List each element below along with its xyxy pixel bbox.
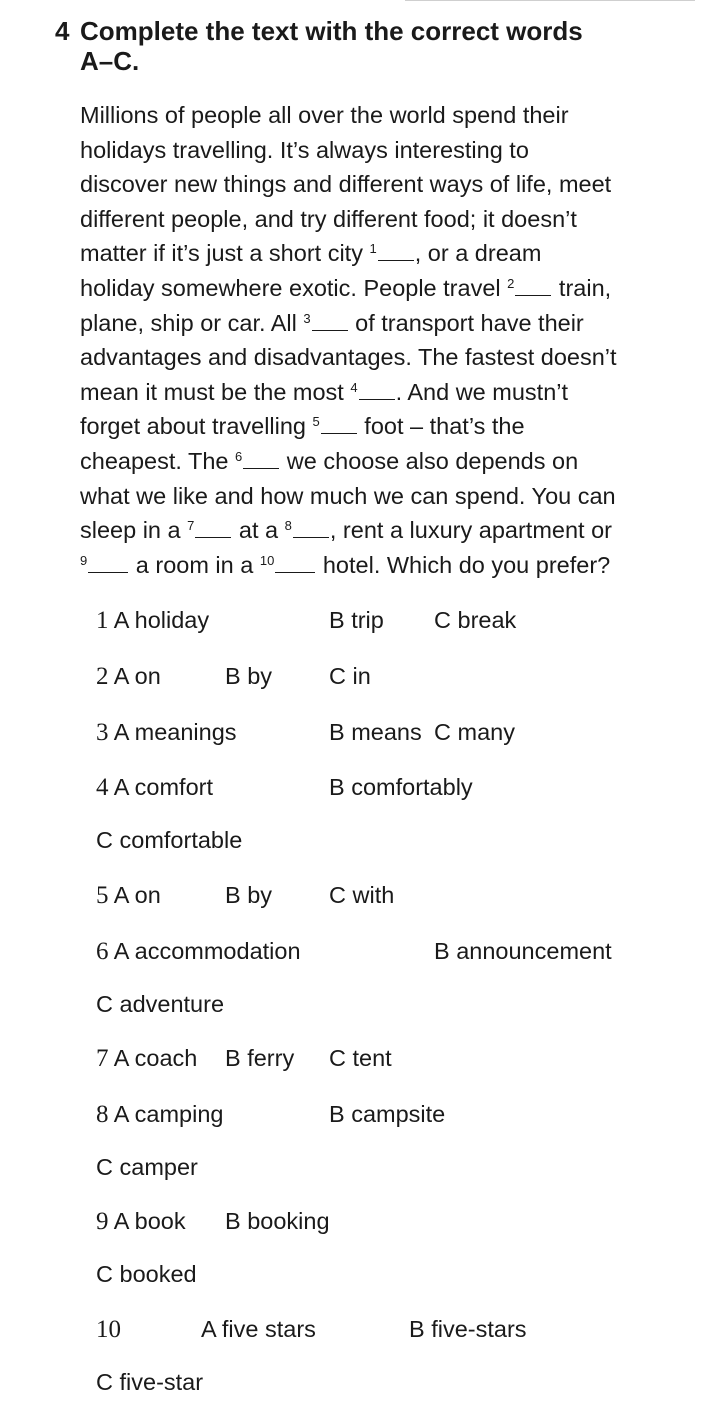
passage-fragment: plane, ship or car. All — [80, 309, 304, 336]
option-2-b[interactable]: B by — [225, 663, 273, 689]
gap-blank[interactable] — [378, 242, 414, 261]
passage-fragment: a room in a — [129, 551, 260, 578]
option-number: 1 — [96, 607, 109, 634]
option-10-b[interactable]: B five-stars — [409, 1316, 527, 1342]
option-number: 7 — [96, 1045, 109, 1072]
option-2-c[interactable]: C in — [329, 663, 371, 689]
option-10-number — [96, 1315, 121, 1344]
option-8-a[interactable] — [96, 1100, 223, 1129]
gap-number: 7 — [187, 518, 195, 534]
passage-fragment: , or a dream — [414, 240, 542, 267]
top-divider — [405, 0, 695, 1]
passage-fragment: . And we mustn’t — [395, 378, 569, 405]
option-text: A holiday — [113, 607, 210, 633]
option-2-a[interactable] — [96, 662, 161, 691]
gap-number: 9 — [80, 552, 88, 568]
gap-blank[interactable] — [359, 381, 395, 400]
option-9-a[interactable] — [96, 1207, 186, 1236]
passage-line: Millions of people all over the world spend their — [80, 102, 569, 128]
exercise-heading — [55, 16, 695, 76]
gap-blank[interactable] — [515, 277, 551, 296]
option-9-c[interactable]: C booked — [96, 1261, 197, 1287]
option-8-b[interactable]: B campsite — [329, 1101, 446, 1127]
passage-line: advantages and disadvantages. The fastest doesn’t — [80, 344, 617, 371]
option-1-c[interactable]: C break — [434, 607, 517, 633]
option-7-a[interactable] — [96, 1044, 197, 1073]
option-text: A on — [113, 663, 161, 689]
option-text: A book — [113, 1208, 186, 1234]
passage-text — [80, 98, 700, 582]
option-4-c[interactable]: C comfortable — [96, 827, 243, 853]
passage-line — [80, 271, 700, 306]
option-4-b[interactable]: B comfortably — [329, 774, 473, 800]
option-number: 4 — [96, 774, 109, 801]
gap-blank[interactable] — [321, 415, 357, 434]
option-number: 8 — [96, 1101, 109, 1128]
passage-fragment: forget about travelling — [80, 413, 313, 440]
gap-blank[interactable] — [88, 554, 128, 573]
option-5-b[interactable]: B by — [225, 882, 273, 908]
option-6-a[interactable] — [96, 937, 301, 966]
option-number: 10 — [96, 1316, 121, 1343]
passage-fragment: of transport have their — [348, 309, 584, 336]
gap-blank[interactable] — [195, 519, 231, 538]
option-9-b[interactable]: B booking — [225, 1208, 330, 1234]
option-5-a[interactable] — [96, 881, 161, 910]
passage-line — [80, 513, 700, 548]
gap-number: 1 — [369, 241, 377, 257]
passage-line — [80, 306, 700, 341]
gap-blank[interactable] — [275, 554, 315, 573]
option-number: 2 — [96, 663, 109, 690]
passage-fragment: sleep in a — [80, 517, 188, 544]
option-number: 5 — [96, 882, 109, 909]
gap-number: 6 — [235, 448, 243, 464]
option-text: A meanings — [113, 719, 237, 745]
option-7-c[interactable]: C tent — [329, 1045, 392, 1071]
option-6-b[interactable]: B announcement — [434, 938, 612, 964]
option-text: A accommodation — [113, 938, 301, 964]
gap-number: 3 — [303, 310, 311, 326]
option-text: A coach — [113, 1045, 198, 1071]
passage-line — [80, 236, 700, 271]
passage-line: holidays travelling. It’s always interesting to — [80, 136, 529, 163]
passage-fragment: foot – that’s the — [357, 413, 525, 440]
exercise-number: 4 — [55, 16, 70, 46]
option-number: 6 — [96, 938, 109, 965]
gap-number: 4 — [350, 379, 358, 395]
option-1-b[interactable]: B trip — [329, 607, 384, 633]
passage-line — [80, 409, 700, 444]
passage-line — [80, 375, 700, 410]
option-3-b[interactable]: B means — [329, 719, 422, 745]
gap-number: 2 — [507, 275, 515, 291]
gap-blank[interactable] — [243, 450, 279, 469]
passage-fragment: , rent a luxury apartment or — [329, 517, 613, 544]
passage-fragment: mean it must be the most — [80, 378, 351, 405]
option-number: 3 — [96, 719, 109, 746]
passage-fragment: we choose also depends on — [280, 447, 579, 474]
option-1-a[interactable] — [96, 606, 209, 635]
passage-line: different people, and try different food; it doesn’t — [80, 205, 577, 232]
option-3-c[interactable]: C many — [434, 719, 515, 745]
passage-fragment: hotel. Which do you prefer? — [316, 551, 611, 578]
option-number: 9 — [96, 1208, 109, 1235]
option-7-b[interactable]: B ferry — [225, 1045, 295, 1071]
passage-fragment: cheapest. The — [80, 447, 236, 474]
option-4-a[interactable] — [96, 773, 213, 802]
passage-fragment: holiday somewhere exotic. People travel — [80, 274, 508, 301]
passage-line — [80, 444, 700, 479]
gap-blank[interactable] — [293, 519, 329, 538]
option-text: A camping — [113, 1101, 224, 1127]
option-text: A on — [113, 882, 161, 908]
passage-line — [80, 548, 700, 583]
option-3-a[interactable] — [96, 718, 237, 747]
passage-fragment: matter if it’s just a short city — [80, 240, 370, 267]
option-text: A comfort — [113, 774, 213, 800]
exercise-title-line1: Complete the text with the correct words — [80, 16, 583, 46]
gap-number: 10 — [259, 552, 275, 568]
option-6-c[interactable]: C adventure — [96, 991, 225, 1017]
passage-line: what we like and how much we can spend. You can — [80, 482, 616, 509]
gap-number: 8 — [284, 518, 292, 534]
option-8-c[interactable]: C camper — [96, 1154, 198, 1180]
passage-fragment: train, — [552, 274, 612, 301]
passage-fragment: at a — [232, 517, 285, 544]
option-10-c[interactable]: C five-star — [96, 1369, 204, 1395]
passage-line: discover new things and different ways of life, meet — [80, 171, 612, 198]
exercise-title-line2: A–C. — [80, 46, 140, 76]
option-5-c[interactable]: C with — [329, 882, 395, 908]
option-10-a[interactable]: A five stars — [201, 1316, 316, 1342]
gap-blank[interactable] — [312, 312, 348, 331]
gap-number: 5 — [312, 414, 320, 430]
